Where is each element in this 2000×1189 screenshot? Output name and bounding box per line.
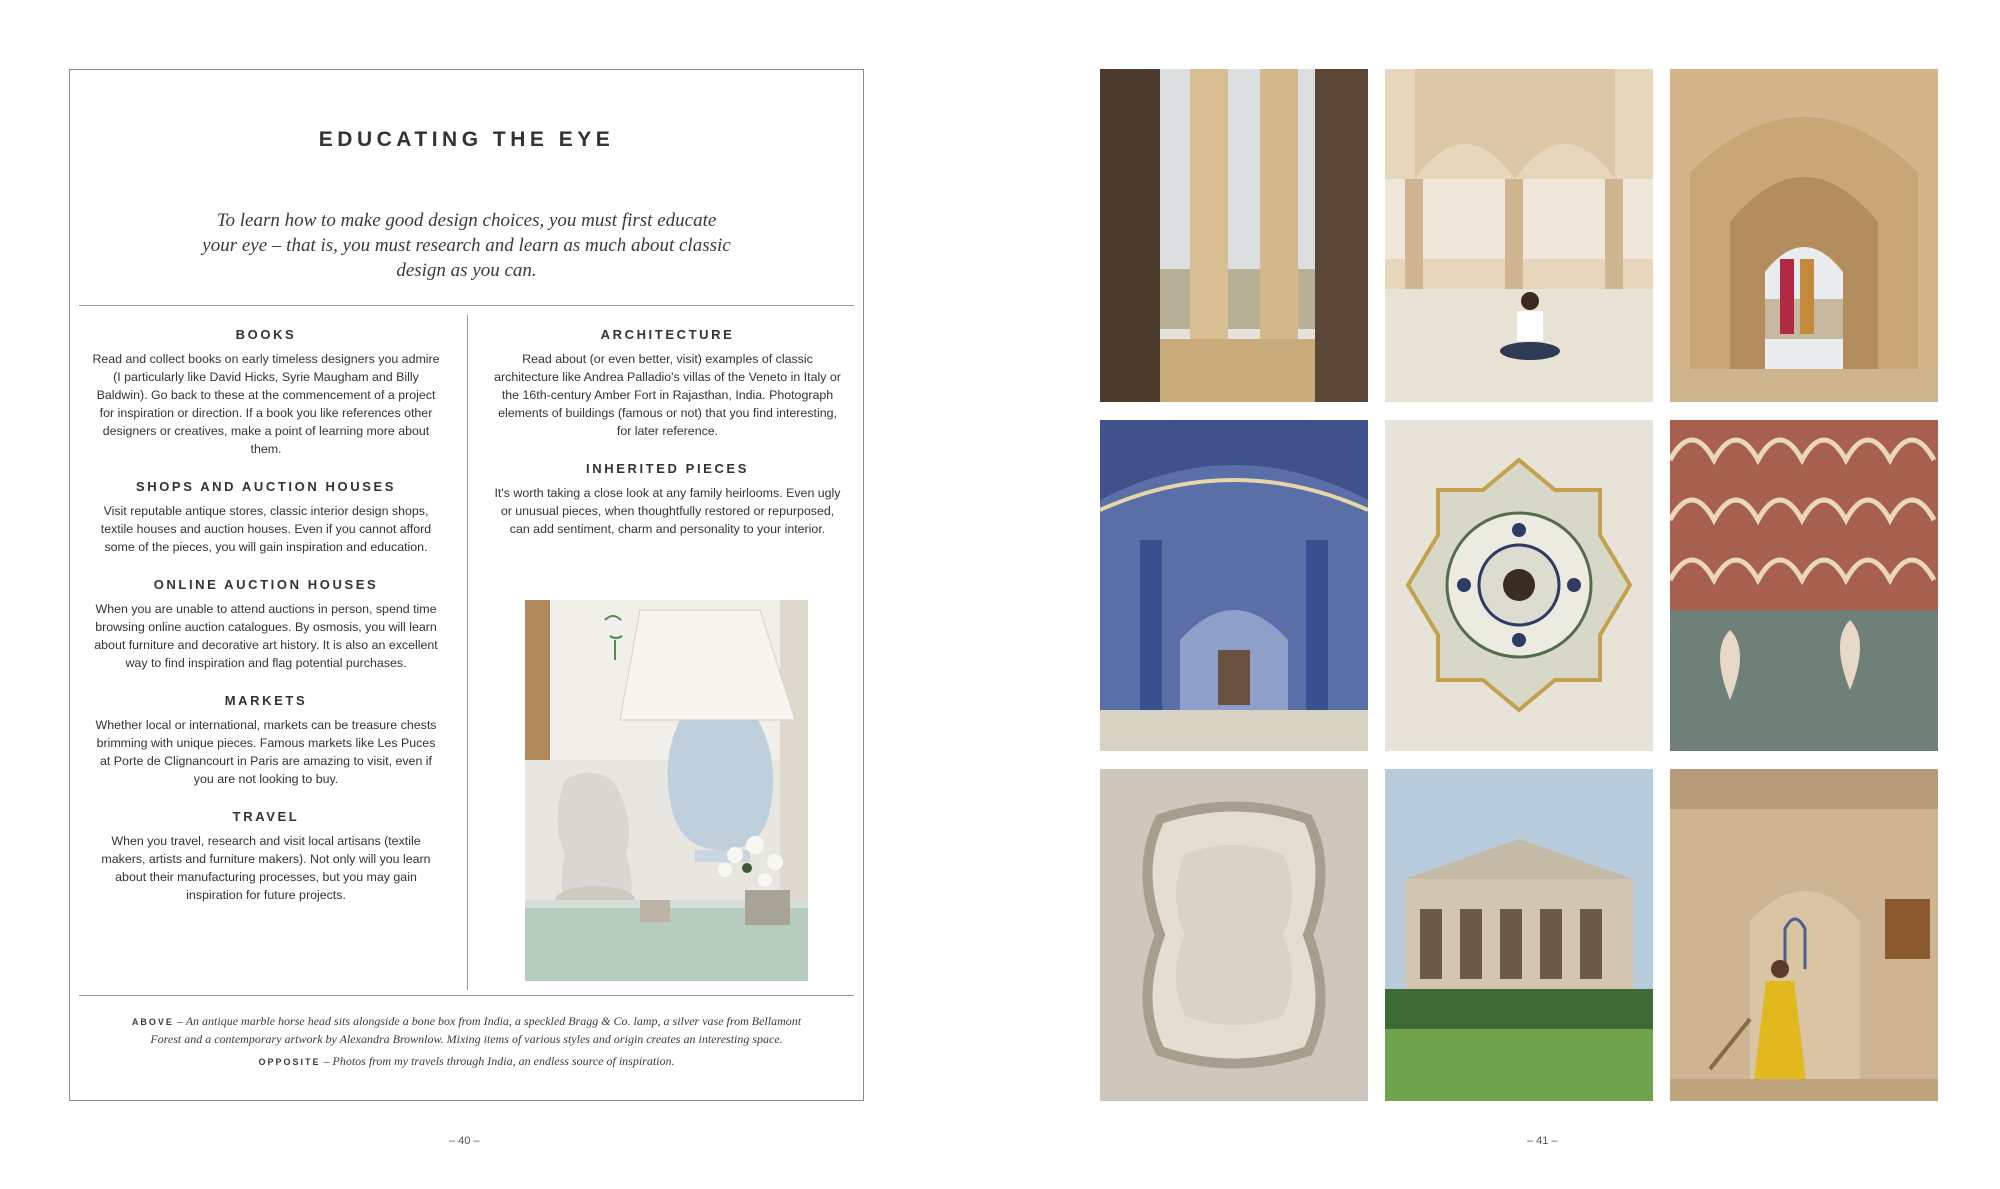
photo-woman-sweeping [1670, 769, 1938, 1101]
section-heading: TRAVEL [232, 809, 300, 824]
horse-head-lamp-photo [525, 600, 808, 981]
page-number-right: – 41 – [1527, 1135, 1558, 1147]
column-divider [467, 315, 468, 990]
section-heading: MARKETS [224, 693, 308, 708]
section-body: When you are unable to attend auctions in person, spend time browsing online auction catalogues. By osmosis, you will learn about furniture and decorative art history. It is also an excellent way to find inspiration and flag potential purchases. [94, 602, 438, 670]
text-panel [69, 69, 864, 1101]
photo-red-fort-pavilion [1385, 769, 1653, 1101]
divider-top [79, 305, 854, 306]
photo-amber-fort-woman [1385, 69, 1653, 402]
section-body: Visit reputable antique stores, classic interior design shops, textile houses and auction houses. Even if you cannot afford some of the pieces, you will gain inspiration and education. [100, 504, 432, 554]
section-body: When you travel, research and visit local artisans (textile makers, artists and furniture makers). Not only will you learn about their manufacturing processes, but you may gain inspiration for future projects. [101, 834, 431, 902]
section-body: Whether local or international, markets can be treasure chests brimming with unique pieces. Famous markets like Les Puces at Porte de Clignancourt in Paris are amazing to visit, even if you are not looking to buy. [95, 718, 437, 786]
divider-bottom [79, 995, 854, 996]
section-online-auctions [90, 577, 442, 672]
section-heading: ARCHITECTURE [600, 327, 735, 342]
photo-pietra-dura-inlay [1385, 420, 1653, 751]
section-heading: BOOKS [235, 327, 297, 342]
section-heading: SHOPS AND AUCTION HOUSES [135, 479, 397, 494]
captions [130, 1013, 803, 1071]
left-column [90, 327, 442, 925]
section-books [90, 327, 442, 458]
caption-text: – Photos from my travels through India, an endless source of inspiration. [320, 1054, 675, 1068]
intro-text: To learn how to make good design choices, you must first educate your eye – that is, you must research and learn as much about classic design as you can. [202, 210, 731, 281]
caption-text: – An antique marble horse head sits alongside a bone box from India, a speckled Bragg & Co. lamp, a silver vase from Bellamont Forest and a contemporary artwork by Alexandra Brownlow. Mixing items of various styles and origin creates an interesting space. [150, 1014, 802, 1046]
section-body: It's worth taking a close look at any family heirlooms. Even ugly or unusual pieces, when thoughtfully restored or repurposed, can add sentiment, charm and personality to your interior. [494, 486, 841, 536]
page-title: EDUCATING THE EYE [318, 128, 615, 151]
section-travel [90, 809, 442, 904]
photo-marble-frame [1100, 769, 1368, 1101]
photo-taj-mahal-columns [1100, 69, 1368, 402]
section-body: Read and collect books on early timeless designers you admire (I particularly like David Hicks, Syrie Maugham and Billy Baldwin). Go back to these at the commencement of a project for inspiration or direction. If a book you like references other designers or creatives, make a point of learning more about them. [92, 352, 440, 456]
photo-scalloped-arches [1670, 69, 1938, 402]
caption-label: OPPOSITE [258, 1057, 321, 1067]
photo-blue-palace-hall [1100, 420, 1368, 751]
caption-label: ABOVE [131, 1017, 174, 1027]
section-heading: INHERITED PIECES [586, 461, 749, 476]
section-body: Read about (or even better, visit) examples of classic architecture like Andrea Palladio's villas of the Veneto in Italy or the 16th-century Amber Fort in Rajasthan, India. Photograph elements of buildings (famous or not) that you find interesting, for later reference. [494, 352, 841, 438]
caption-opposite [130, 1053, 803, 1071]
photo-painted-lotus-wall [1670, 420, 1938, 751]
caption-above [130, 1013, 803, 1048]
section-heading: ONLINE AUCTION HOUSES [153, 577, 379, 592]
section-inherited-pieces [490, 461, 845, 538]
right-column [490, 327, 845, 559]
section-markets [90, 693, 442, 788]
section-architecture [490, 327, 845, 440]
page-number-left: – 40 – [449, 1135, 480, 1147]
section-shops [90, 479, 442, 556]
